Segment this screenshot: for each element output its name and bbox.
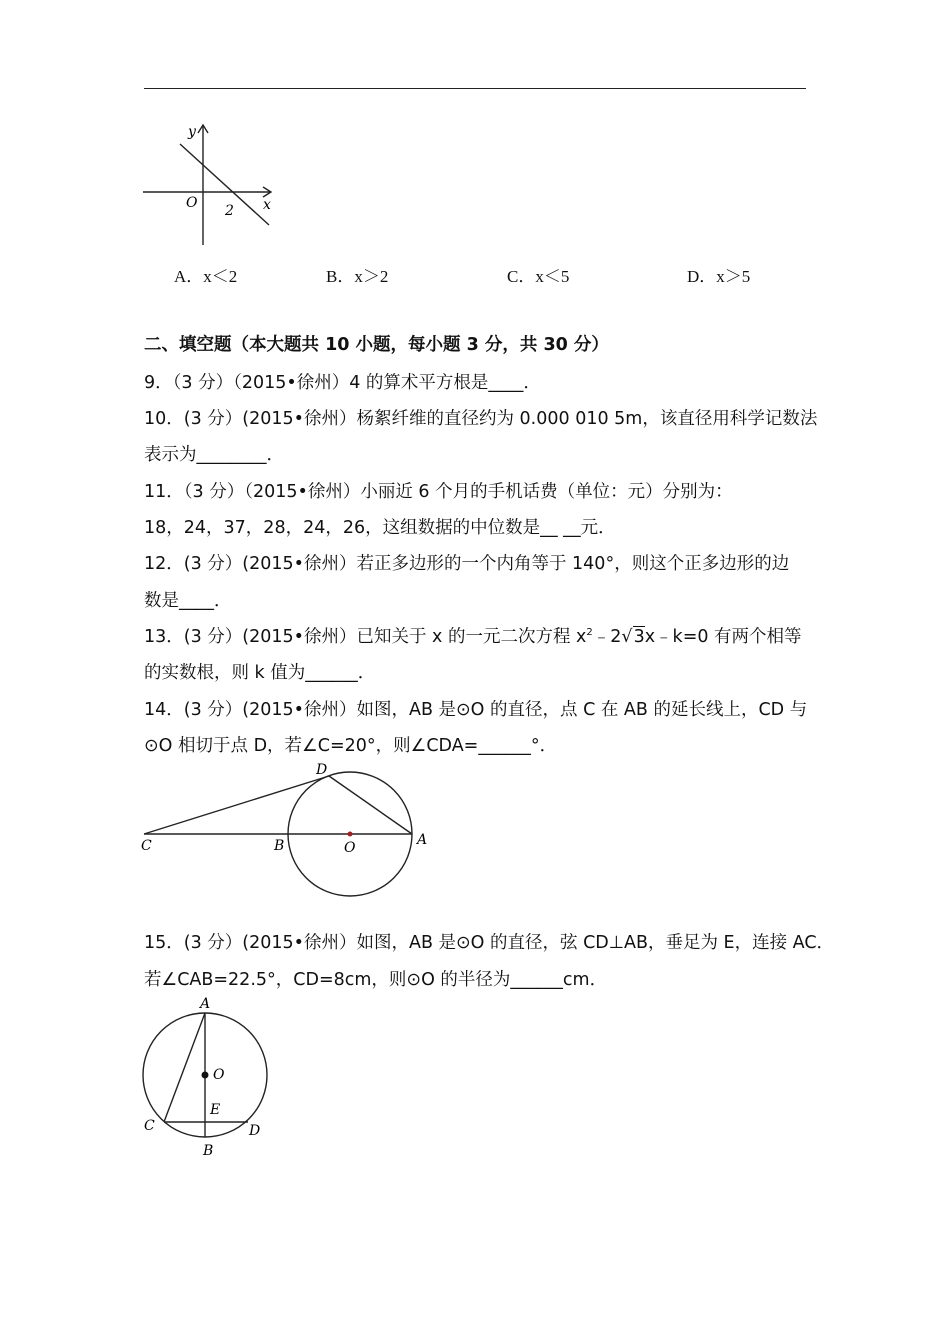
question-11-line-1: 11．（3 分）（2015•徐州）小丽近 6 个月的手机话费（单位：元）分别为： (144, 482, 733, 502)
q14-label-d: D (316, 762, 328, 778)
q15-label-e: E (210, 1102, 221, 1118)
q14-label-c: C (141, 838, 152, 854)
option-a: A．x＜2 (174, 267, 238, 286)
question-10-line-1: 10．(3 分）(2015•徐州）杨絮纤维的直径约为 0.000 010 5m，该直径用科学记数法 (144, 409, 818, 429)
q15-label-c: C (144, 1118, 155, 1134)
question-14-line-1: 14．(3 分）(2015•徐州）如图，AB 是⊙O 的直径，点 C 在 AB 的延长线上，CD 与 (144, 700, 808, 720)
q14-figure (138, 760, 438, 900)
sqrt-sign: √ (621, 627, 633, 647)
q15-center-dot (202, 1072, 209, 1079)
q14-label-a: A (417, 832, 428, 848)
q14-line-cd (144, 776, 329, 834)
question-12-line-2: 数是____． (144, 591, 232, 611)
q13-text-b: ﹣2 (592, 627, 622, 647)
question-15-line-1: 15．(3 分）(2015•徐州）如图，AB 是⊙O 的直径，弦 CD⊥AB，垂足为 E，连接 AC． (144, 933, 835, 953)
option-c: C．x＜5 (507, 267, 570, 286)
question-14-line-2: ⊙O 相切于点 D，若∠C=20°，则∠CDA=______°． (144, 736, 558, 756)
q13-text-a: 13．(3 分）(2015•徐州）已知关于 x 的一元二次方程 x (144, 627, 587, 647)
q13-exponent: 2 (586, 627, 593, 638)
origin-label: O (186, 195, 198, 211)
question-13-line-1 (144, 623, 814, 648)
q15-label-o: O (213, 1067, 225, 1083)
question-11-line-2: 18，24，37，28，24，26，这组数据的中位数是__ __元． (144, 518, 616, 538)
section-heading: 二、填空题（本大题共 10 小题，每小题 3 分，共 30 分） (144, 335, 609, 355)
question-15-line-2: 若∠CAB=22.5°，CD=8cm，则⊙O 的半径为______cm． (144, 970, 608, 990)
q14-label-o: O (344, 840, 356, 856)
y-axis-label: y (188, 124, 196, 140)
q13-radicand: 3 (633, 627, 645, 647)
q14-label-b: B (274, 838, 285, 854)
header-rule (144, 88, 806, 89)
option-b: B．x＞2 (326, 267, 389, 286)
q15-line-ac (164, 1013, 205, 1122)
q14-line-da (329, 776, 412, 834)
question-13-line-2: 的实数根，则 k 值为______． (144, 663, 376, 683)
q15-label-d: D (249, 1123, 261, 1139)
q15-label-b: B (203, 1143, 214, 1159)
q13-text-c: x﹣k=0 有两个相等 (644, 627, 802, 647)
intercept-label: 2 (225, 203, 234, 219)
q14-center-dot (348, 832, 353, 837)
question-12-line-1: 12．(3 分）(2015•徐州）若正多边形的一个内角等于 140°，则这个正多边形的边 (144, 554, 790, 574)
question-9: 9．（3 分）（2015•徐州）4 的算术平方根是____． (144, 373, 541, 393)
q15-figure (138, 995, 278, 1165)
q15-label-a: A (200, 996, 211, 1012)
linear-graph-figure (138, 118, 288, 253)
x-axis-label: x (263, 197, 271, 213)
question-10-line-2: 表示为________． (144, 445, 284, 465)
option-d: D．x＞5 (687, 267, 751, 286)
